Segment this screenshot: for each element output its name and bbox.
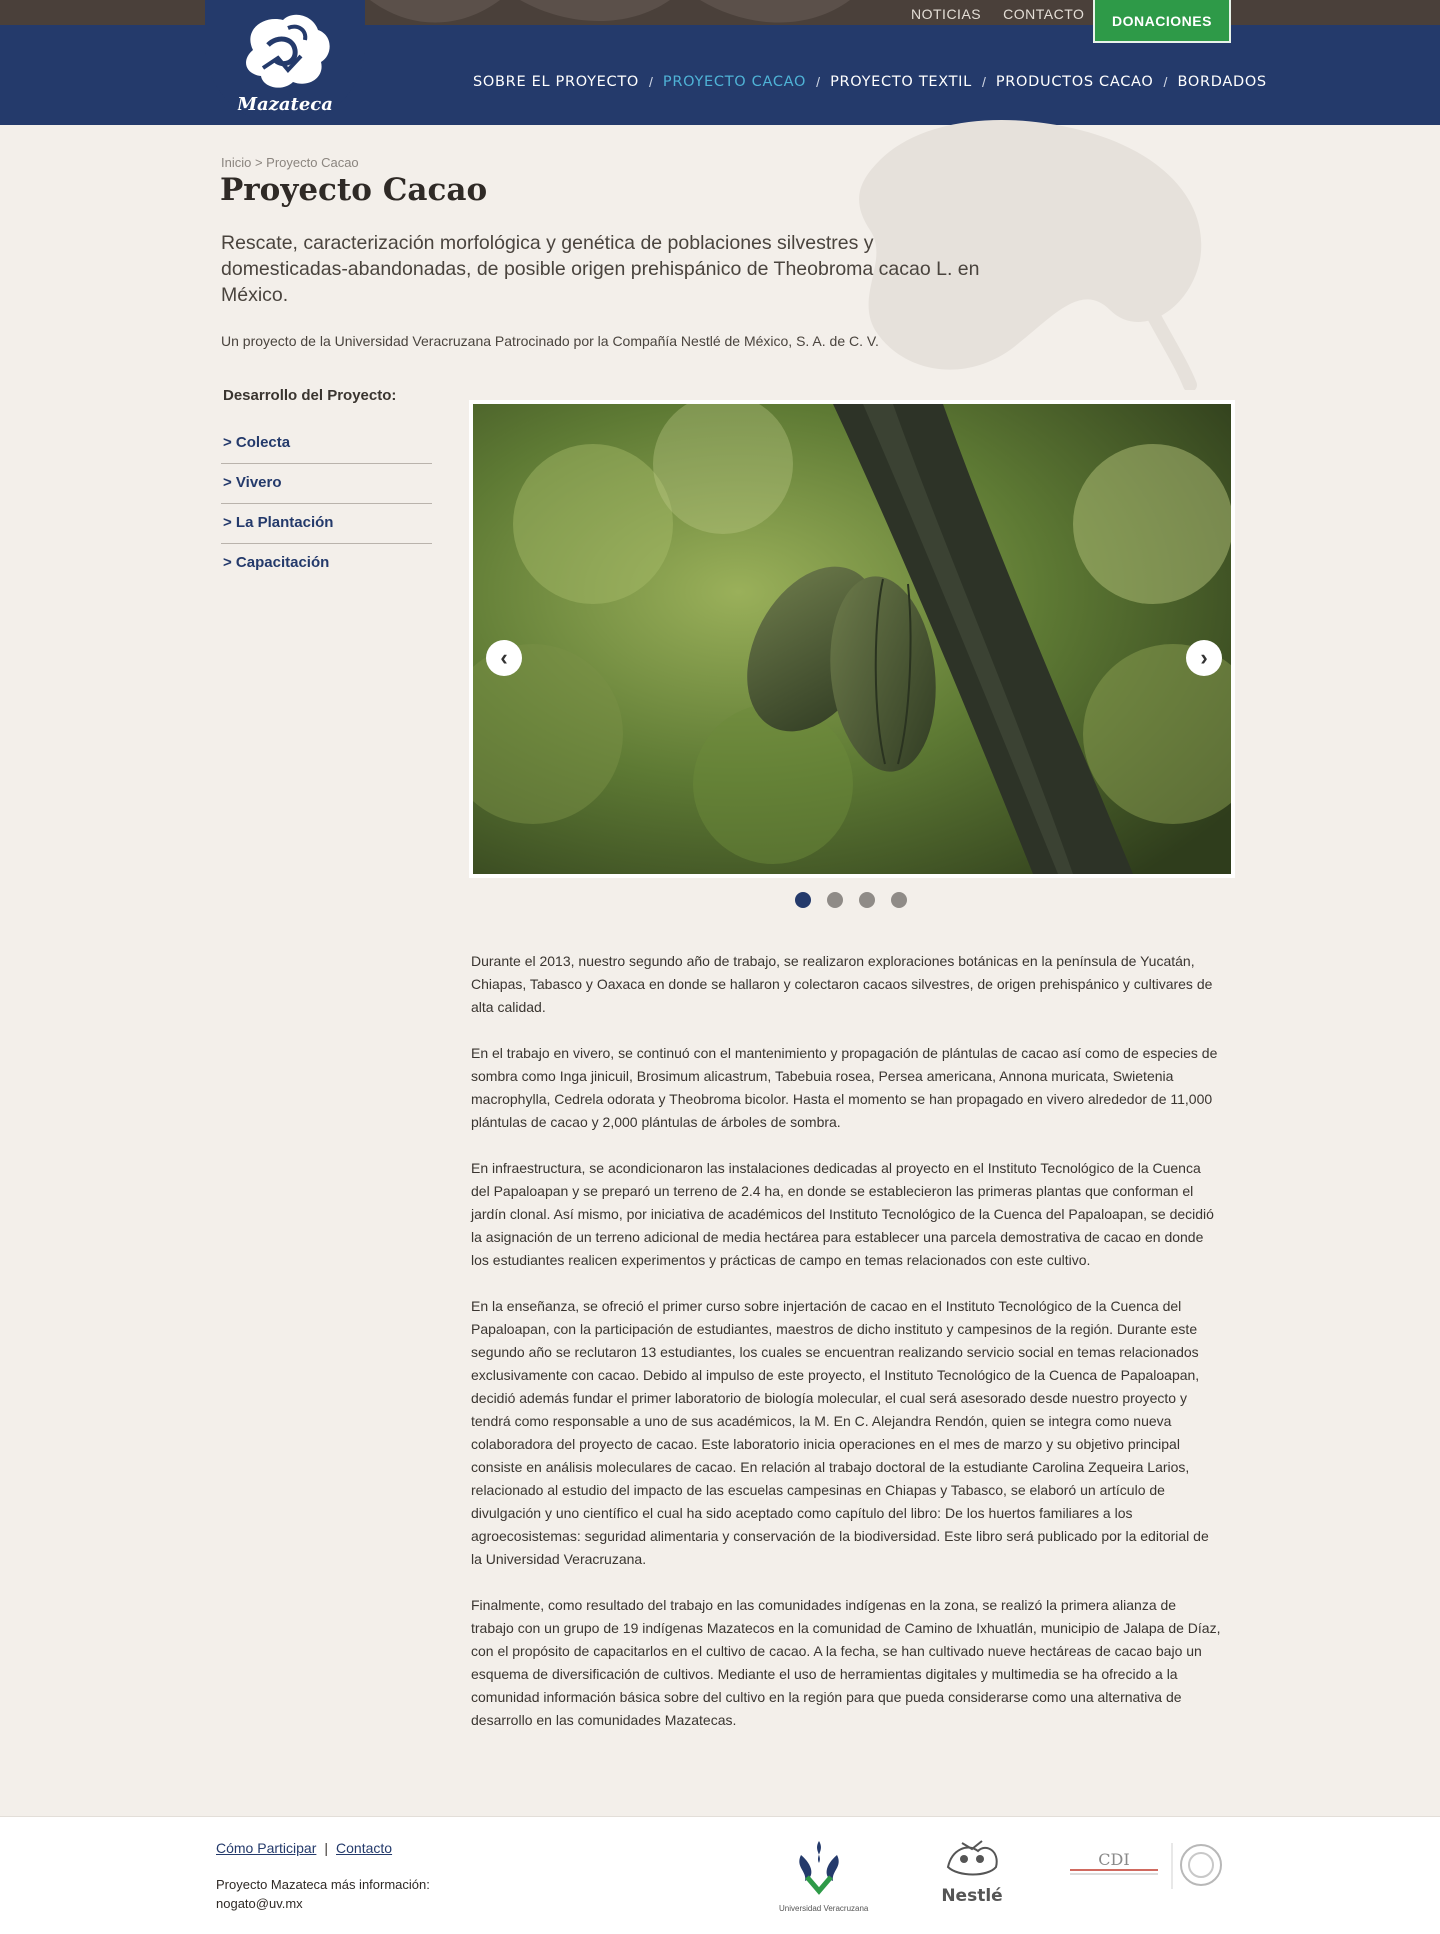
uv-logo-icon xyxy=(779,1837,859,1899)
sidebar-item-colecta[interactable]: > Colecta xyxy=(221,424,432,464)
footer-info xyxy=(216,1875,430,1913)
footer xyxy=(0,1816,1440,1934)
footer-separator: | xyxy=(324,1840,329,1856)
footer-info-label: Proyecto Mazateca más información: xyxy=(216,1877,430,1892)
nav-proyecto-cacao[interactable]: PROYECTO CACAO xyxy=(662,74,807,90)
nav-sobre-el-proyecto[interactable]: SOBRE EL PROYECTO xyxy=(473,74,640,90)
chevron-right-icon: › xyxy=(1200,645,1208,670)
project-sidebar xyxy=(221,387,432,584)
cacao-pod-image xyxy=(473,404,1231,874)
nestle-wordmark: Nestlé xyxy=(941,1886,1003,1906)
nav-productos-cacao[interactable]: PRODUCTOS CACAO xyxy=(995,74,1154,90)
nav-proyecto-textil[interactable]: PROYECTO TEXTIL xyxy=(830,74,972,90)
carousel-dot-3[interactable] xyxy=(859,892,875,908)
sidebar-title: Desarrollo del Proyecto: xyxy=(223,387,397,404)
nav-separator: / xyxy=(981,74,986,90)
decorative-swirl-icon xyxy=(370,0,930,25)
carousel-dot-2[interactable] xyxy=(827,892,843,908)
breadcrumb: Inicio > Proyecto Cacao xyxy=(221,155,359,170)
page-subtitle: Rescate, caracterización morfológica y genética de poblaciones silvestres y domesticadas-abandonadas, de posible origen prehispánico de Theobroma cacao L. en México. xyxy=(221,232,980,306)
sidebar-item-capacitacion[interactable]: > Capacitación xyxy=(223,554,330,571)
top-link-contacto[interactable]: CONTACTO xyxy=(1003,6,1085,22)
sponsor-text: Un proyecto de la Universidad Veracruzana Patrocinado por la Compañía Nestlé de México, S. A. de C. V. xyxy=(221,333,879,349)
mazateca-logo[interactable] xyxy=(205,0,365,125)
carousel-dots xyxy=(795,892,907,908)
carousel-dot-4[interactable] xyxy=(891,892,907,908)
cdi-logo[interactable] xyxy=(1066,1837,1226,1898)
nav-separator: / xyxy=(649,74,653,90)
top-link-noticias[interactable]: NOTICIAS xyxy=(911,6,982,22)
content-paragraph: Durante el 2013, nuestro segundo año de trabajo, se realizaron exploraciones botánicas en la península de Yucatán, Chiapas, Tabasco y Oaxaca en donde se hallaron y colectaron cacaos silvestres, de origen prehispánico y cultivares de alta calidad. xyxy=(471,953,1213,1015)
content-paragraph: En el trabajo en vivero, se continuó con el mantenimiento y propagación de plántulas de cacao así como de especies de sombra como Inga jinicuil, Brosimum alicastrum, Tabebuia rosea, Persea americana, Annona muricata, Swietenia macrophylla, Cedrela odorata y Theobroma bicolor. Hasta el momento se han propagado en vivero alrededor de 11,000 plántulas de cacao y 2,000 plántulas de árboles de sombra. xyxy=(471,1045,1218,1130)
cdi-logo-icon xyxy=(1066,1837,1226,1893)
donate-button[interactable]: DONACIONES xyxy=(1093,0,1231,43)
nav-separator: / xyxy=(816,74,821,90)
footer-link-como-participar[interactable]: Cómo Participar xyxy=(216,1840,317,1856)
footer-link-contacto[interactable]: Contacto xyxy=(336,1840,393,1856)
carousel-prev-button[interactable] xyxy=(486,640,522,676)
footer-email: nogato@uv.mx xyxy=(216,1896,303,1911)
carousel-dot-1[interactable] xyxy=(795,892,811,908)
logo-text: Mazateca xyxy=(237,94,333,115)
uv-logo-label: Universidad Veracruzana xyxy=(779,1904,869,1913)
sidebar-item-vivero[interactable]: > Vivero xyxy=(221,464,432,504)
chevron-left-icon: ‹ xyxy=(500,645,508,670)
content-paragraph: En la enseñanza, se ofreció el primer curso sobre injertación de cacao en el Instituto Tecnológico de la Cuenca del Papaloapan, con la participación de estudiantes, maestros de dicho instituto y campesinos de la región. Durante este segundo año se reclutaron 13 estudiantes, los cuales se encuentran realizando servicio social en temas relacionados exclusivamente con cacao. Debido al impulso de este proyecto, el Instituto Tecnológico de la Cuenca de Papaloapan, decidió además fundar el primer laboratorio de biología molecular, el cual será asesorado desde nuestro proyecto y tendrá como responsable a uno de sus académicos, la M. En C. Alejandra Rendón, quien se integra como nueva colaboradora del proyecto de cacao. Este laboratorio inicia operaciones en el mes de marzo y su objetivo principal consiste en análisis moleculares de cacao. En relación al trabajo doctoral de la estudiante Carolina Zequeira Larios, relacionado al estudio del impacto de las escuelas campesinas en Chiapas y Tabasco, se elaboró un artículo de divulgación y uno científico el cual ha sido aceptado como capítulo del libro: De los huertos familiares a los agroecosistemas: seguridad alimentaria y conservación de la biodiversidad. Este libro será publicado por la editorial de la Universidad Veracruzana. xyxy=(471,1298,1209,1567)
content-paragraph: Finalmente, como resultado del trabajo en las comunidades indígenas en la zona, se realizó la primera alianza de trabajo con un grupo de 19 indígenas Mazatecos en la comunidad de Camino de Ixhuatlán, municipio de Jalapa de Díaz, con el propósito de capacitarlos en el cultivo de cacao. A la fecha, se han cultivado nueve hectáreas de cacao bajo un esquema de diversificación de cultivos. Mediante el uso de herramientas digitales y multimedia se ha ofrecido a la comunidad información básica sobre del cultivo en la región para que pueda considerarse como una alternativa de desarrollo en las comunidades Mazatecas. xyxy=(471,1597,1221,1728)
nav-separator: / xyxy=(1163,74,1168,90)
cdi-wordmark: CDI xyxy=(1098,1850,1130,1869)
content-paragraph: En infraestructura, se acondicionaron las instalaciones dedicadas al proyecto en el Instituto Tecnológico de la Cuenca del Papaloapan y se preparó un terreno de 2.4 ha, en donde se establecieron las primeras plantas que conforman el jardín clonal. Así mismo, por iniciativa de académicos del Instituto Tecnológico de la Cuenca del Papaloapan, se decidió la asignación de un terreno adicional de media hectárea para establecer una parcela demostrativa de cacao en donde los estudiantes realicen experimentos y prácticas de campo en temas relacionados con este cultivo. xyxy=(471,1160,1214,1268)
page-title: Proyecto Cacao xyxy=(220,172,488,208)
footer-links xyxy=(216,1840,392,1856)
project-description xyxy=(471,950,1221,1755)
nestle-logo-icon xyxy=(938,1837,1006,1907)
universidad-veracruzana-logo[interactable] xyxy=(779,1837,868,1913)
nestle-logo[interactable] xyxy=(938,1837,1006,1912)
nav-bordados[interactable]: BORDADOS xyxy=(1177,74,1267,90)
sidebar-item-la-plantacion[interactable]: > La Plantación xyxy=(221,504,432,544)
top-links xyxy=(911,6,1084,22)
sidebar-list xyxy=(221,424,432,584)
mazateca-logo-icon xyxy=(233,10,337,94)
image-carousel xyxy=(469,400,1235,878)
main-nav xyxy=(473,74,1267,90)
carousel-next-button[interactable] xyxy=(1186,640,1222,676)
